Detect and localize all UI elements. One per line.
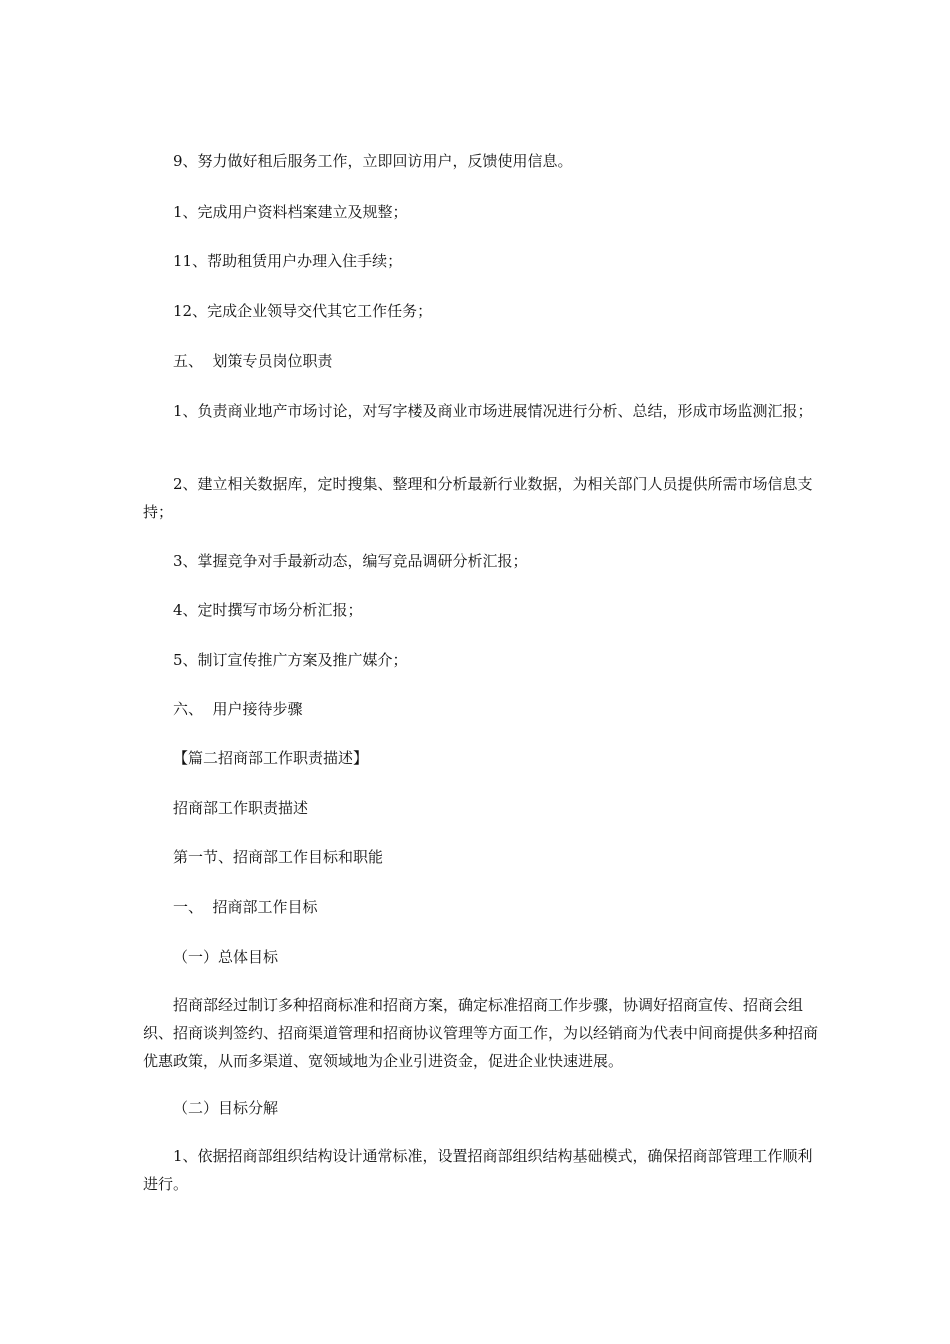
paragraph-8: 3、掌握竞争对手最新动态，编写竞品调研分析汇报； bbox=[173, 552, 528, 570]
paragraph-1: 9、努力做好租后服务工作，立即回访用户，反馈使用信息。 bbox=[173, 152, 573, 170]
paragraph-overall-goal: 招商部经过制订多种招商标准和招商方案，确定标准招商工作步骤，协调好招商宣传、招商会组织、招商谈判签约、招商渠道管理和招商协议管理等方面工作，为以经销商为代表中间商提供多种招商优惠政策，从而多渠道、宽领域地为企业引进资金，促进企业快速进展。 bbox=[143, 996, 819, 1070]
section-heading-1: 一、 招商部工作目标 bbox=[173, 898, 318, 916]
subsection-heading-2: （二）目标分解 bbox=[173, 1099, 279, 1117]
paragraph-4: 12、完成企业领导交代其它工作任务； bbox=[173, 302, 433, 320]
paragraph-6: 1、负责商业地产市场讨论，对写字楼及商业市场进展情况进行分析、总结，形成市场监测汇报； bbox=[173, 402, 813, 420]
paragraph-3: 11、帮助租赁用户办理入住手续； bbox=[173, 252, 403, 270]
paragraph-7: 2、建立相关数据库，定时搜集、整理和分析最新行业数据，为相关部门人员提供所需市场信息支持； bbox=[143, 475, 813, 521]
paragraph-10: 5、制订宣传推广方案及推广媒介； bbox=[173, 651, 408, 669]
document-subtitle: 招商部工作职责描述 bbox=[173, 799, 309, 817]
section-heading-5: 五、 划策专员岗位职责 bbox=[173, 352, 333, 370]
section-title: 第一节、招商部工作目标和职能 bbox=[173, 848, 384, 866]
paragraph-goal-breakdown-1: 1、依据招商部组织结构设计通常标准，设置招商部组织结构基础模式，确保招商部管理工作顺利进行。 bbox=[143, 1147, 813, 1193]
section-heading-6: 六、 用户接待步骤 bbox=[173, 700, 303, 718]
paragraph-2: 1、完成用户资料档案建立及规整； bbox=[173, 203, 408, 221]
part-heading: 【篇二招商部工作职责描述】 bbox=[173, 749, 369, 767]
subsection-heading-1: （一）总体目标 bbox=[173, 948, 279, 966]
paragraph-9: 4、定时撰写市场分析汇报； bbox=[173, 601, 363, 619]
